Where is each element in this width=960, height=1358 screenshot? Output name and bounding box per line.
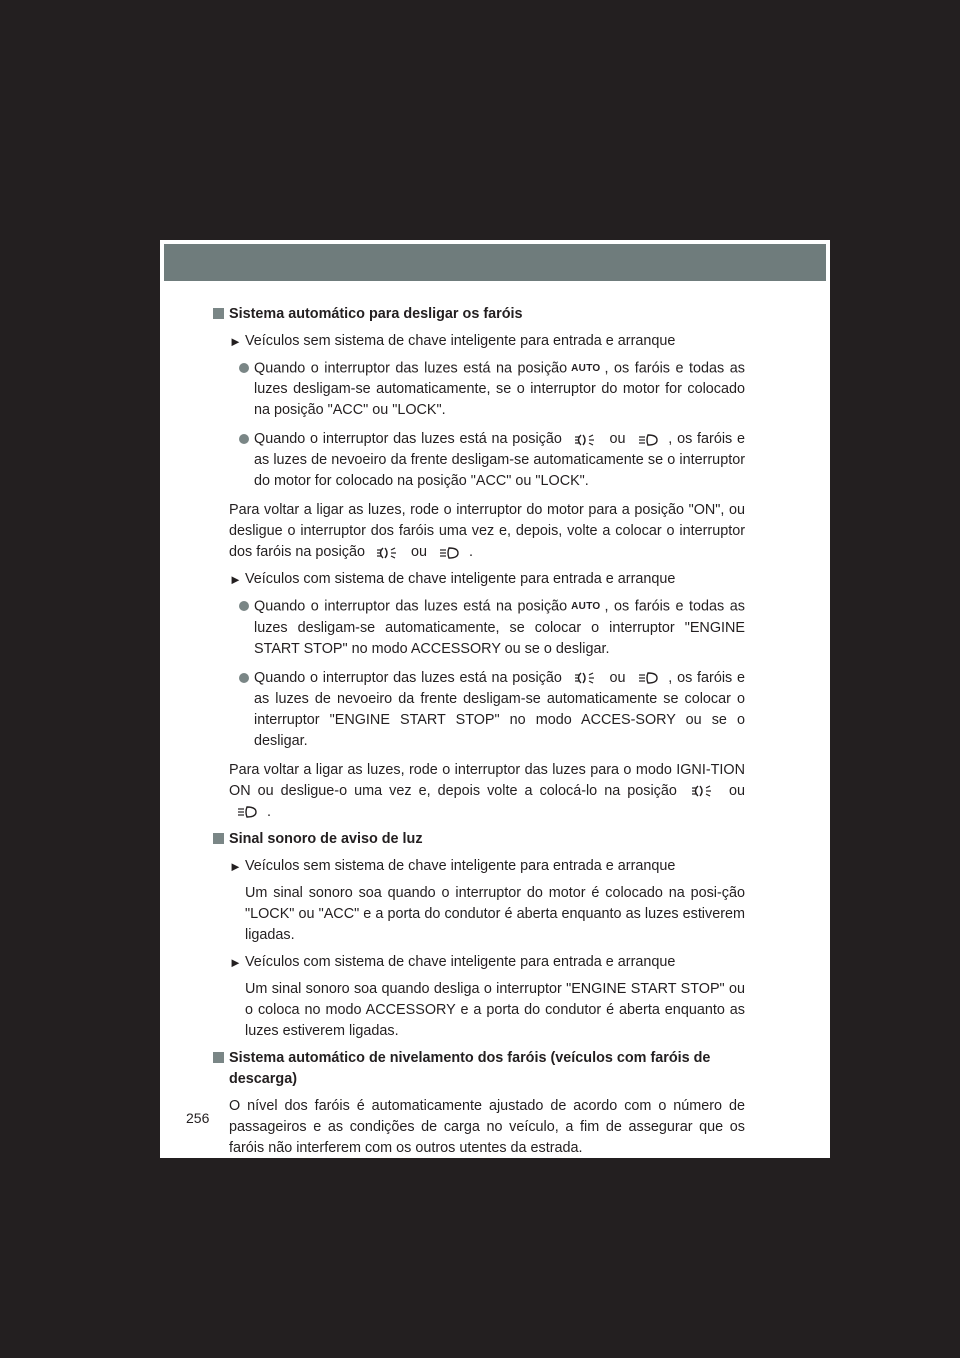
headlight-icon xyxy=(437,546,463,560)
bullet-dot-icon xyxy=(239,363,249,373)
body-text: Um sinal sonoro soa quando o interruptor do motor é colocado na posi-ção "LOCK" ou "ACC" e a porta do condutor é aberta enquanto as luzes estiverem ligadas. xyxy=(245,884,745,943)
triangle-arrow-icon: ► xyxy=(229,334,242,349)
subheading-with-smart-key: ► Veículos com sistema de chave inteligente para entrada e arranque xyxy=(213,569,745,590)
triangle-arrow-icon: ► xyxy=(229,572,242,588)
bullet-dot-icon xyxy=(239,434,249,444)
bullet-item: Quando o interruptor das luzes está na posição ou , os faróis e as luzes de nevoeiro da frente desligam-se automaticamente se colocar o interruptor "ENGINE START STOP" no modo ACCES-SORY ou se o desligar. xyxy=(213,668,745,752)
section-heading-auto-leveling: Sistema automático de nivelamento dos faróis (veículos com faróis de descarga) xyxy=(213,1048,745,1090)
manual-page xyxy=(160,240,830,1158)
auto-icon: AUTO xyxy=(571,601,601,613)
section-square-icon xyxy=(213,1052,224,1063)
subheading-with-smart-key: ► Veículos com sistema de chave inteligente para entrada e arranque xyxy=(213,952,745,973)
auto-icon: AUTO xyxy=(571,363,601,374)
bullet-dot-icon xyxy=(239,601,249,611)
triangle-arrow-icon: ► xyxy=(229,858,242,874)
headlight-icon xyxy=(636,433,662,447)
page-number: 256 xyxy=(186,1110,210,1126)
headlight-low-beam-icon xyxy=(690,784,716,798)
body-text: Um sinal sonoro soa quando desliga o interruptor "ENGINE START STOP" ou o coloca no modo ACCESSORY e a porta do condutor é aberta enquanto as luzes estiverem ligadas. xyxy=(245,980,745,1039)
section-square-icon xyxy=(213,308,224,319)
triangle-arrow-icon: ► xyxy=(229,954,242,970)
headlight-icon xyxy=(636,671,662,685)
section-square-icon xyxy=(213,833,224,844)
bullet-item: Quando o interruptor das luzes está na posição AUTO , os faróis e todas as luzes desligam-se automaticamente, se colocar o interruptor "ENGINE START STOP" no modo ACCESSORY ou se o desligar. xyxy=(213,596,745,659)
subheading-without-smart-key: ► Veículos sem sistema de chave inteligente para entrada e arranque xyxy=(213,856,745,877)
note-paragraph: Para voltar a ligar as luzes, rode o interruptor das luzes para o modo IGNI-TION ON ou desligue-o uma vez e, depois volte a colocá-lo na posição ou . xyxy=(229,761,745,820)
headlight-low-beam-icon xyxy=(375,546,401,560)
headlight-icon xyxy=(235,805,261,819)
section-heading-auto-off: Sistema automático para desligar os faróis xyxy=(213,304,745,325)
note-paragraph: Para voltar a ligar as luzes, rode o interruptor do motor para a posição "ON", ou desligue o interruptor dos faróis uma vez e, depois, volte a colocar o interruptor dos faróis na posição ou . xyxy=(229,502,745,561)
subheading-without-smart-key: ► Veículos sem sistema de chave inteligente para entrada e arranque xyxy=(213,331,745,352)
headlight-low-beam-icon xyxy=(573,433,599,447)
header-band xyxy=(164,244,826,281)
page-content xyxy=(213,304,745,1165)
section-heading-warning-buzzer: Sinal sonoro de aviso de luz xyxy=(213,829,745,850)
bullet-item: Quando o interruptor das luzes está na posição ou , os faróis e as luzes de nevoeiro da frente desligam-se automaticamente se o interruptor do motor for colocado na posição "ACC" ou "LOCK". xyxy=(213,429,745,492)
bullet-dot-icon xyxy=(239,673,249,683)
body-text: O nível dos faróis é automaticamente ajustado de acordo com o número de passageiros e as condições de carga no veículo, a fim de assegurar que os faróis não interferem com os outros utentes da estrada. xyxy=(229,1097,745,1156)
bullet-item: Quando o interruptor das luzes está na posição AUTO , os faróis e todas as luzes desligam-se automaticamente, se o interruptor do motor for colocado na posição "ACC" ou "LOCK". xyxy=(213,358,745,421)
headlight-low-beam-icon xyxy=(573,671,599,685)
